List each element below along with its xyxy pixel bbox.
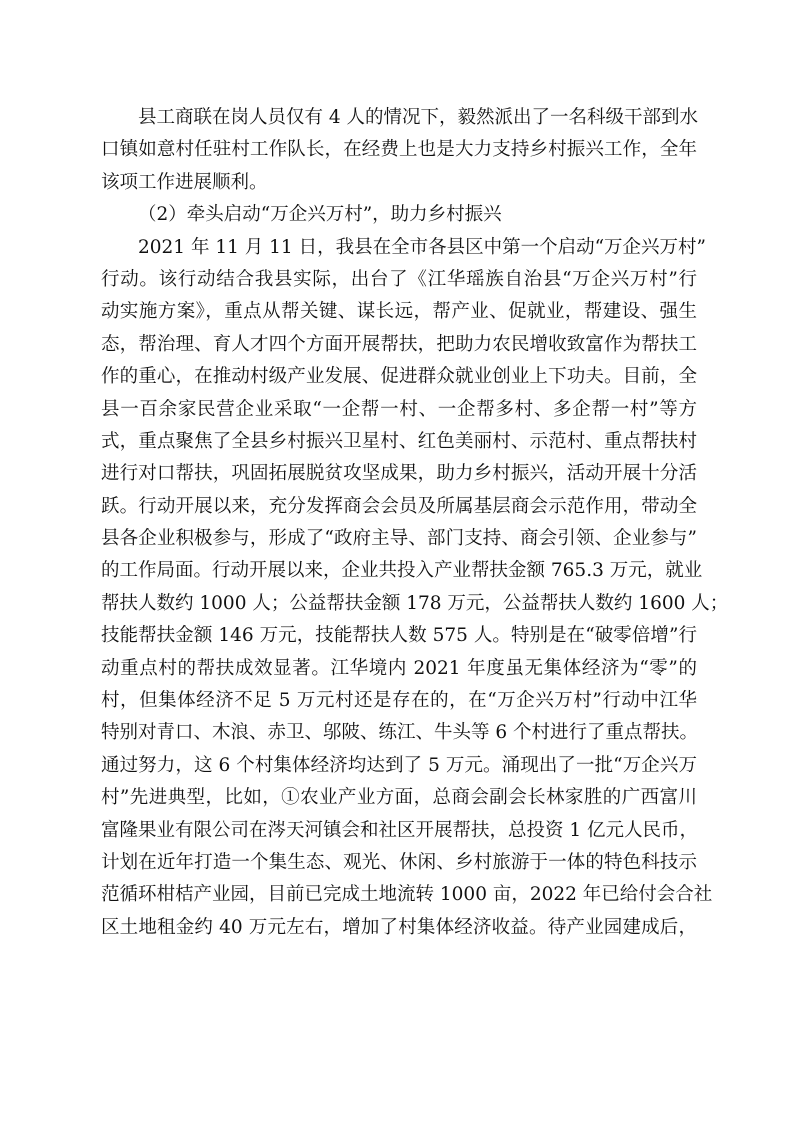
text-line: 县各企业积极参与，形成了“政府主导、部门支持、商会引领、企业参与” xyxy=(101,528,697,550)
text-line: 动实施方案》，重点从帮关键、谋长远，帮产业、促就业，帮建设、强生 xyxy=(101,301,697,323)
text-line: 动重点村的帮扶成效显著。江华境内 2021 年度虽无集体经济为“零”的 xyxy=(101,657,697,679)
text-line: 2021 年 11 月 11 日，我县在全市各县区中第一个启动“万企兴万村” xyxy=(138,236,706,258)
text-line: 进行对口帮扶，巩固拓展脱贫攻坚成果，助力乡村振兴，活动开展十分活 xyxy=(101,463,697,485)
text-line: 口镇如意村任驻村工作队长，在经费上也是大力支持乡村振兴工作，全年 xyxy=(101,139,697,161)
text-line: 该项工作进展顺利。 xyxy=(101,171,268,193)
text-line: 富隆果业有限公司在涔天河镇会和社区开展帮扶，总投资 1 亿元人民币， xyxy=(101,819,699,841)
text-line: 特别对青口、木浪、赤卫、邬陂、练江、牛头等 6 个村进行了重点帮扶。 xyxy=(101,722,699,744)
text-line: 村”先进典型，比如，①农业产业方面，总商会副会长林家胜的广西富川 xyxy=(101,787,697,809)
text-line: 技能帮扶金额 146 万元，技能帮扶人数 575 人。特别是在“破零倍增”行 xyxy=(101,625,697,647)
text-line: 县工商联在岗人员仅有 4 人的情况下，毅然派出了一名科级干部到水 xyxy=(138,107,699,128)
text-line: 区土地租金约 40 万元左右，增加了村集体经济收益。待产业园建成后， xyxy=(101,916,697,938)
text-line: 村，但集体经济不足 5 万元村还是存在的，在“万企兴万村”行动中江华 xyxy=(101,690,697,712)
text-line: 通过努力，这 6 个村集体经济均达到了 5 万元。涌现出了一批“万企兴万 xyxy=(101,754,697,776)
text-line: 态，帮治理、育人才四个方面开展帮扶，把助力农民增收致富作为帮扶工 xyxy=(101,333,697,355)
text-line: 的工作局面。行动开展以来，企业共投入产业帮扶金额 765.3 万元，就业 xyxy=(101,560,703,582)
text-line: 范循环柑桔产业园，目前已完成土地流转 1000 亩，2022 年已给付会合社 xyxy=(101,884,713,906)
text-line: 式，重点聚焦了全县乡村振兴卫星村、红色美丽村、示范村、重点帮扶村 xyxy=(101,430,697,452)
section-heading: （2）牵头启动“万企兴万村”，助力乡村振兴 xyxy=(138,204,502,226)
text-line: 跃。行动开展以来，充分发挥商会会员及所属基层商会示范作用，带动全 xyxy=(101,495,697,517)
body-text xyxy=(101,102,729,944)
text-line: 行动。该行动结合我县实际，出台了《江华瑶族自治县“万企兴万村”行 xyxy=(101,268,697,290)
text-line: 帮扶人数约 1000 人；公益帮扶金额 178 万元，公益帮扶人数约 1600 人； xyxy=(101,592,729,614)
text-line: 县一百余家民营企业采取“一企帮一村、一企帮多村、多企帮一村”等方 xyxy=(101,398,697,420)
text-line: 计划在近年打造一个集生态、观光、休闲、乡村旅游于一体的特色科技示 xyxy=(101,851,697,873)
text-line: 作的重心，在推动村级产业发展、促进群众就业创业上下功夫。目前，全 xyxy=(101,366,697,388)
